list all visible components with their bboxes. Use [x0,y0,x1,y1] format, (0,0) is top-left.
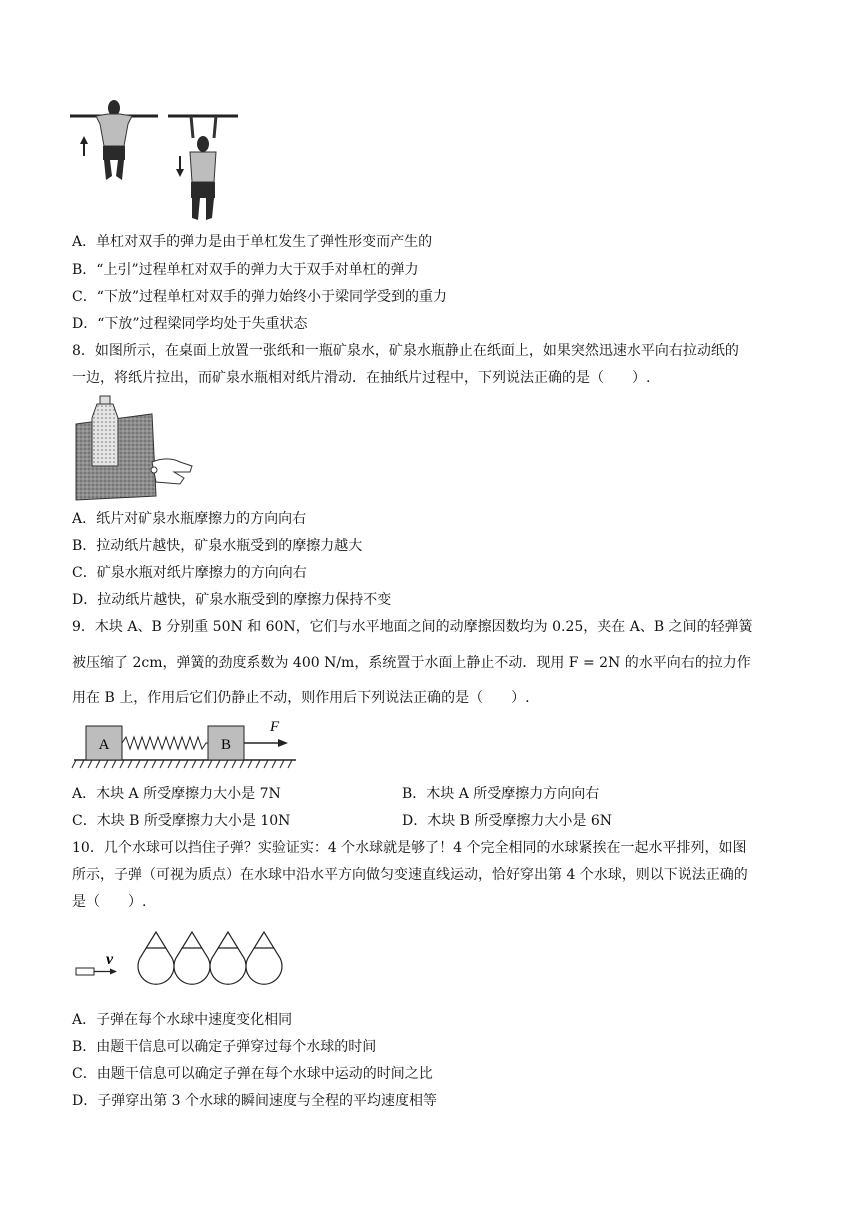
q9-stem-line-2: 被压缩了 2cm，弹簧的劲度系数为 400 N/m，系统置于水面上静止不动．现用 F = 2N 的水平向右的拉力作 [72,655,751,671]
q8-stem-line-2: 一边，将纸片拉出，而矿泉水瓶相对纸片滑动．在抽纸片过程中，下列说法正确的是（ ）. [72,370,651,386]
hand-icon [151,459,192,484]
block-b-label: B [220,737,232,753]
q9-option-d: D．木块 B 所受摩擦力大小是 6N [402,813,613,829]
q10-option-a: A．子弹在每个水球中速度变化相同 [72,1012,293,1028]
q8-option-c: C．矿泉水瓶对纸片摩擦力的方向向右 [72,565,307,581]
water-bottle [92,396,118,466]
q9-stem-line-3: 用在 B 上，作用后它们仍静止不动，则作用后下列说法正确的是（ ）. [72,690,530,706]
q10-option-d: D．子弹穿出第 3 个水球的瞬间速度与全程的平均速度相等 [72,1093,438,1109]
spring [122,737,208,749]
velocity-label: v [106,951,114,968]
bottle-on-paper-figure [72,396,202,502]
spring-blocks-figure [72,718,298,774]
q10-option-b: B．由题干信息可以确定子弹穿过每个水球的时间 [72,1039,377,1055]
q10-stem-line-3: 是（ ）. [72,894,147,910]
q8-option-d: D．拉动纸片越快，矿泉水瓶受到的摩擦力保持不变 [72,592,392,608]
force-label: F [270,719,280,735]
q7-option-c: C．“下放”过程单杠对双手的弹力始终小于梁同学受到的重力 [72,289,448,305]
bullet-icon [76,968,117,975]
q10-stem-line-1: 10．几个水球可以挡住子弹？实验证实：4 个水球就是够了！4 个完全相同的水球紧挨在一起水平排列，如图 [72,840,747,856]
q9-option-c: C．木块 B 所受摩擦力大小是 10N [72,813,291,829]
q8-option-b: B．拉动纸片越快，矿泉水瓶受到的摩擦力越大 [72,538,363,554]
q8-option-a: A．纸片对矿泉水瓶摩擦力的方向向右 [72,511,307,527]
water-balloon-3 [210,932,246,984]
pull-up-person-up [96,100,132,180]
q7-option-d: D．“下放”过程梁同学均处于失重状态 [72,316,308,332]
q8-stem-line-1: 8．如图所示，在桌面上放置一张纸和一瓶矿泉水，矿泉水瓶静止在纸面上，如果突然迅速水平向右拉动纸的 [72,343,739,359]
q9-stem-line-1: 9．木块 A、B 分别重 50N 和 60N，它们与水平地面之间的动摩擦因数均为 0.25，夹在 A、B 之间的轻弹簧 [72,619,753,635]
force-arrow-icon [278,739,288,747]
water-balloon-1 [138,932,174,984]
pull-up-person-down [190,116,216,220]
water-balloon-2 [174,932,210,984]
water-balloon-4 [246,932,282,984]
up-arrow-icon [80,136,88,156]
q7-option-a: A．单杠对双手的弹力是由于单杠发生了弹性形变而产生的 [72,234,433,250]
q10-stem-line-2: 所示，子弹（可视为质点）在水球中沿水平方向做匀变速直线运动，恰好穿出第 4 个水球，则以下说法正确的 [72,867,748,883]
q10-option-c: C．由题干信息可以确定子弹在每个水球中运动的时间之比 [72,1066,433,1082]
pull-up-figure [68,96,243,226]
block-a-label: A [98,737,110,753]
down-arrow-icon [176,156,184,177]
q9-option-b: B．木块 A 所受摩擦力方向向右 [402,786,600,802]
q9-option-a: A．木块 A 所受摩擦力大小是 7N [72,786,281,802]
q7-option-b: B．“上引”过程单杠对双手的弹力大于双手对单杠的弹力 [72,262,419,278]
water-balloons-figure [72,926,292,988]
